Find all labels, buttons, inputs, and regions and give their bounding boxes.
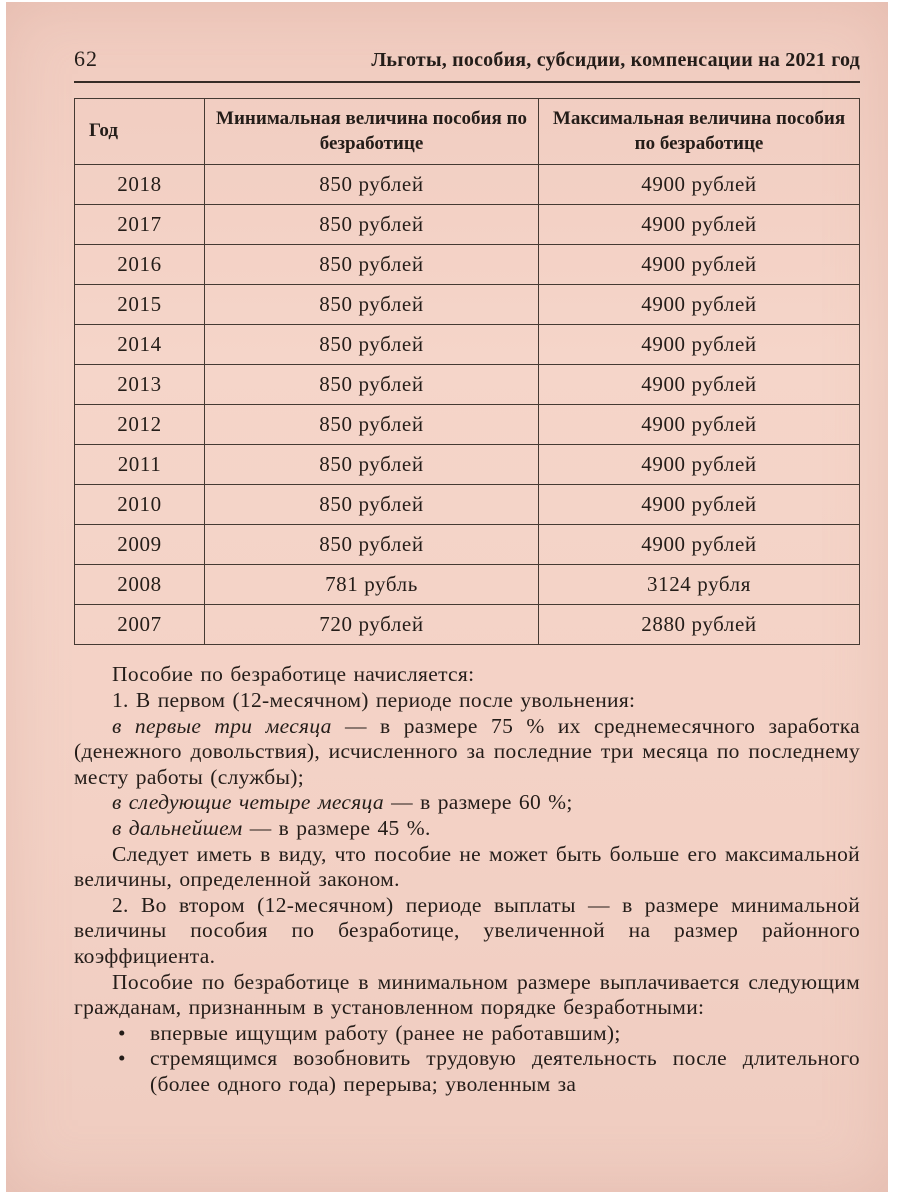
table-row (75, 205, 860, 245)
paragraph-first-three-months (74, 714, 860, 791)
column-header-min-benefit: Минимальная величина пособия по безработице (205, 99, 539, 165)
max-benefit-cell: 2880 рублей (539, 605, 860, 645)
min-benefit-cell: 781 рубль (205, 565, 539, 605)
italic-lead: в следующие четыре месяца (112, 790, 384, 815)
year-cell: 2010 (75, 485, 205, 525)
table-row (75, 525, 860, 565)
max-benefit-cell: 3124 рубля (539, 565, 860, 605)
year-cell: 2018 (75, 165, 205, 205)
italic-lead: в первые три месяца (112, 713, 332, 738)
running-title: Льготы, пособия, субсидии, компенсации на 2021 год (371, 49, 860, 71)
year-cell: 2012 (75, 405, 205, 445)
year-cell: 2017 (75, 205, 205, 245)
max-benefit-cell: 4900 рублей (539, 405, 860, 445)
max-benefit-cell: 4900 рублей (539, 365, 860, 405)
min-benefit-cell: 850 рублей (205, 525, 539, 565)
list-item-text: впервые ищущим работу (ранее не работавшим); (150, 1020, 621, 1045)
year-cell: 2015 (75, 285, 205, 325)
max-benefit-cell: 4900 рублей (539, 525, 860, 565)
max-benefit-cell: 4900 рублей (539, 205, 860, 245)
paragraph-min-benefit-recipients: Пособие по безработице в минимальном размере выплачивается следующим гражданам, признанным в установленном порядке безработными: (74, 969, 860, 1020)
paragraph-thereafter (74, 816, 860, 842)
year-cell: 2011 (75, 445, 205, 485)
min-benefit-cell: 850 рублей (205, 485, 539, 525)
list-item (74, 1021, 860, 1047)
running-header (74, 46, 860, 83)
page-number: 62 (74, 46, 98, 71)
paragraph-next-four-months (74, 790, 860, 816)
page-content (6, 2, 888, 1097)
table-row (75, 165, 860, 205)
column-header-year: Год (75, 99, 205, 165)
min-benefit-cell: 850 рублей (205, 285, 539, 325)
table-row (75, 605, 860, 645)
year-cell: 2008 (75, 565, 205, 605)
paragraph-text: — в размере 75 % их среднемесячного заработка (денежного довольствия), исчисленного за последние три месяца по последнему месту работы (службы); (74, 713, 860, 789)
year-cell: 2016 (75, 245, 205, 285)
paragraph-second-period: 2. Во втором (12-месячном) периоде выплаты — в размере минимальной величины пособия по безработице, увеличенной на размер районного коэффициента. (74, 892, 860, 968)
table-row (75, 565, 860, 605)
max-benefit-cell: 4900 рублей (539, 165, 860, 205)
paragraph-benefit-intro: Пособие по безработице начисляется: (112, 662, 475, 687)
paragraph-text: — в размере 45 %. (242, 815, 431, 840)
list-item-text: стремящимся возобновить трудовую деятельность после длительного (более одного года) перерыва; уволенным за (150, 1046, 860, 1096)
year-cell: 2009 (75, 525, 205, 565)
min-benefit-cell: 850 рублей (205, 405, 539, 445)
max-benefit-cell: 4900 рублей (539, 445, 860, 485)
min-benefit-cell: 850 рублей (205, 445, 539, 485)
table-row (75, 365, 860, 405)
unemployment-benefits-table (74, 98, 860, 645)
table-row (75, 445, 860, 485)
max-benefit-cell: 4900 рублей (539, 485, 860, 525)
table-row (75, 405, 860, 445)
italic-lead: в дальнейшем (112, 815, 243, 840)
table-row (75, 325, 860, 365)
year-cell: 2013 (75, 365, 205, 405)
min-benefit-cell: 850 рублей (205, 245, 539, 285)
max-benefit-cell: 4900 рублей (539, 325, 860, 365)
min-benefit-cell: 720 рублей (205, 605, 539, 645)
list-item (74, 1046, 860, 1097)
column-header-max-benefit: Максимальная величина пособия по безработице (539, 99, 860, 165)
paragraph-first-period: 1. В первом (12-месячном) периоде после увольнения: (112, 687, 636, 712)
max-benefit-cell: 4900 рублей (539, 285, 860, 325)
max-benefit-cell: 4900 рублей (539, 245, 860, 285)
book-page (6, 2, 888, 1192)
table-row (75, 485, 860, 525)
min-benefit-cell: 850 рублей (205, 205, 539, 245)
paragraph-text: — в размере 60 %; (383, 790, 573, 815)
bullet-icon: • (118, 1020, 126, 1045)
year-cell: 2014 (75, 325, 205, 365)
table-row (75, 245, 860, 285)
min-benefit-cell: 850 рублей (205, 325, 539, 365)
bullet-icon: • (118, 1046, 126, 1071)
min-benefit-cell: 850 рублей (205, 165, 539, 205)
min-benefit-cell: 850 рублей (205, 365, 539, 405)
table-row (75, 285, 860, 325)
table-header-row (75, 99, 860, 165)
paragraph-max-limit-note: Следует иметь в виду, что пособие не может быть больше его максимальной величины, определенной законом. (74, 841, 860, 892)
year-cell: 2007 (75, 605, 205, 645)
body-text (74, 662, 860, 1097)
